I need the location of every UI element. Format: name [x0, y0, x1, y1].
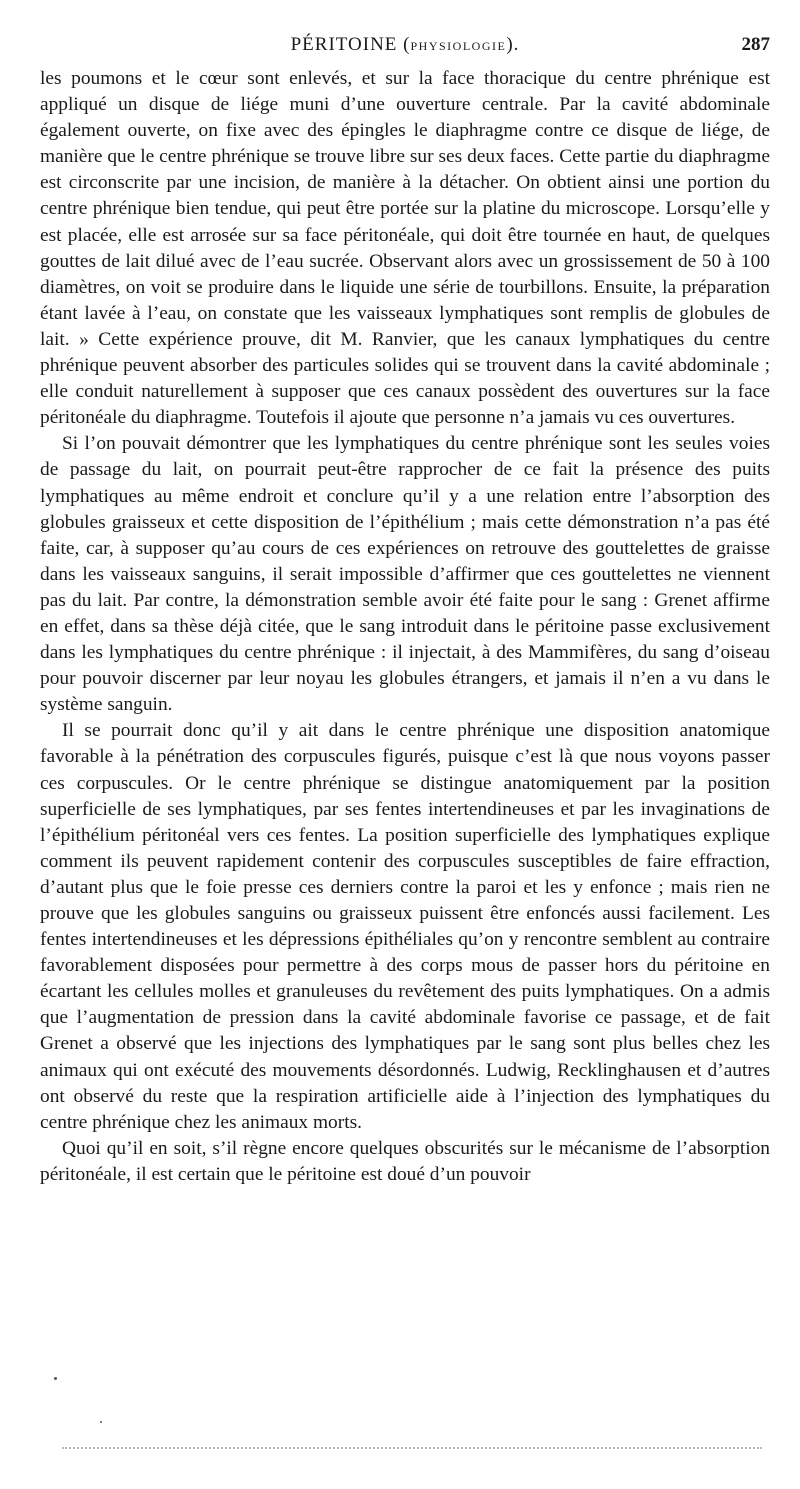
running-title	[40, 32, 770, 59]
body-text	[40, 66, 770, 1188]
running-title-end: ).	[506, 34, 520, 55]
running-title-subject: PHYSIOLOGIE	[410, 39, 507, 53]
print-speck	[100, 1421, 102, 1423]
paragraph: Si l’on pouvait démontrer que les lymphatiques du centre phrénique sont les seules voies de passage du lait, on pourrait peut-être rapprocher de ce fait la présence des puits lymphatiques au même endroit et conclure qu’il y a une relation entre l’absorption des globules graisseux et cette disposition de l’épithélium ; mais cette démonstration n’a pas été faite, car, à supposer qu’au cours de ces expériences on retrouve des gouttelettes de graisse dans les vaisseaux sanguins, il serait impossible d’affirmer que ces gouttelettes ne viennent pas du lait. Par contre, la démonstration semble avoir été faite pour le sang : Grenet affirme en effet, dans sa thèse déjà citée, que le sang introduit dans le péritoine passe exclusivement dans les lymphatiques du centre phrénique : il injectait, à des Mammifères, du sang d’oiseau pour pouvoir discerner par leur noyau les globules étrangers, et jamais il n’en a vu dans le système sanguin.	[40, 433, 770, 716]
running-head	[40, 32, 770, 58]
paragraph: Quoi qu’il en soit, s’il règne encore quelques obscurités sur le mécanisme de l’absorption péritonéale, il est certain que le péritoine est doué d’un pouvoir	[40, 1137, 770, 1185]
paragraph-continued: les poumons et le cœur sont enlevés, et sur la face thoracique du centre phrénique est appliqué un disque de liége muni d’une ouverture centrale. Par la cavité abdominale également ouverte, on fixe avec des épingles le diaphragme contre ce disque de liége, de manière que le centre phrénique se trouve libre sur ses deux faces. Cette partie du diaphragme est circonscrite par une incision, de manière à la détacher. On obtient ainsi une portion du centre phrénique bien tendue, qui peut être portée sur la platine du microscope. Lorsqu’elle y est placée, elle est arrosée sur sa face péritonéale, qui doit être tournée en haut, de quelques gouttes de lait dilué avec de l’eau sucrée. Observant alors avec un grossissement de 50 à 100 diamètres, on voit se produire dans le liquide une série de tourbillons. Ensuite, la préparation étant lavée à l’eau, on constate que les vaisseaux lymphatiques sont remplis de globules de lait. » Cette expérience prouve, dit M. Ranvier, que les canaux lymphatiques du centre phrénique peuvent absorber des particules solides qui se trouvent dans la cavité abdominale ; elle conduit naturellement à supposer que ces canaux possèdent des ouvertures sur la face péritonéale du diaphragme. Toutefois il ajoute que personne n’a jamais vu ces ouvertures.	[40, 68, 770, 429]
running-title-main: PÉRITOINE (	[290, 34, 411, 55]
page-number: 287	[741, 34, 770, 55]
bleed-through-line	[62, 1447, 762, 1449]
print-speck	[54, 1377, 57, 1380]
paragraph: Il se pourrait donc qu’il y ait dans le centre phrénique une disposition anatomique favorable à la pénétration des corpuscules figurés, puisque c’est là que nous voyons passer ces corpuscules. Or le centre phrénique se distingue anatomiquement par la position superficielle de ses lymphatiques, par ses fentes intertendineuses et par les invaginations de l’épithélium péritonéal vers ces fentes. La position superficielle des lymphatiques explique comment ils peuvent rapidement contenir des corpuscules susceptibles de faire effraction, d’autant plus que le foie presse ces derniers contre la paroi et les y enfonce ; mais rien ne prouve que les globules sanguins ou graisseux puissent être enfoncés aussi facilement. Les fentes intertendineuses et les dépressions épithéliales qu’on y rencontre semblent au contraire favorablement disposées pour permettre à des corps mous de passer hors du péritoine en écartant les cellules molles et granuleuses du revêtement des puits lymphatiques. On a admis que l’augmentation de pression dans la cavité abdominale favorise ce passage, et de fait Grenet a observé que les injections des lymphatiques par le sang sont plus belles chez les animaux qui ont exécuté des mouvements désordonnés. Ludwig, Recklinghausen et d’autres ont observé du reste que la respiration artificielle aide à l’injection des lymphatiques du centre phrénique chez les animaux morts.	[40, 720, 770, 1133]
